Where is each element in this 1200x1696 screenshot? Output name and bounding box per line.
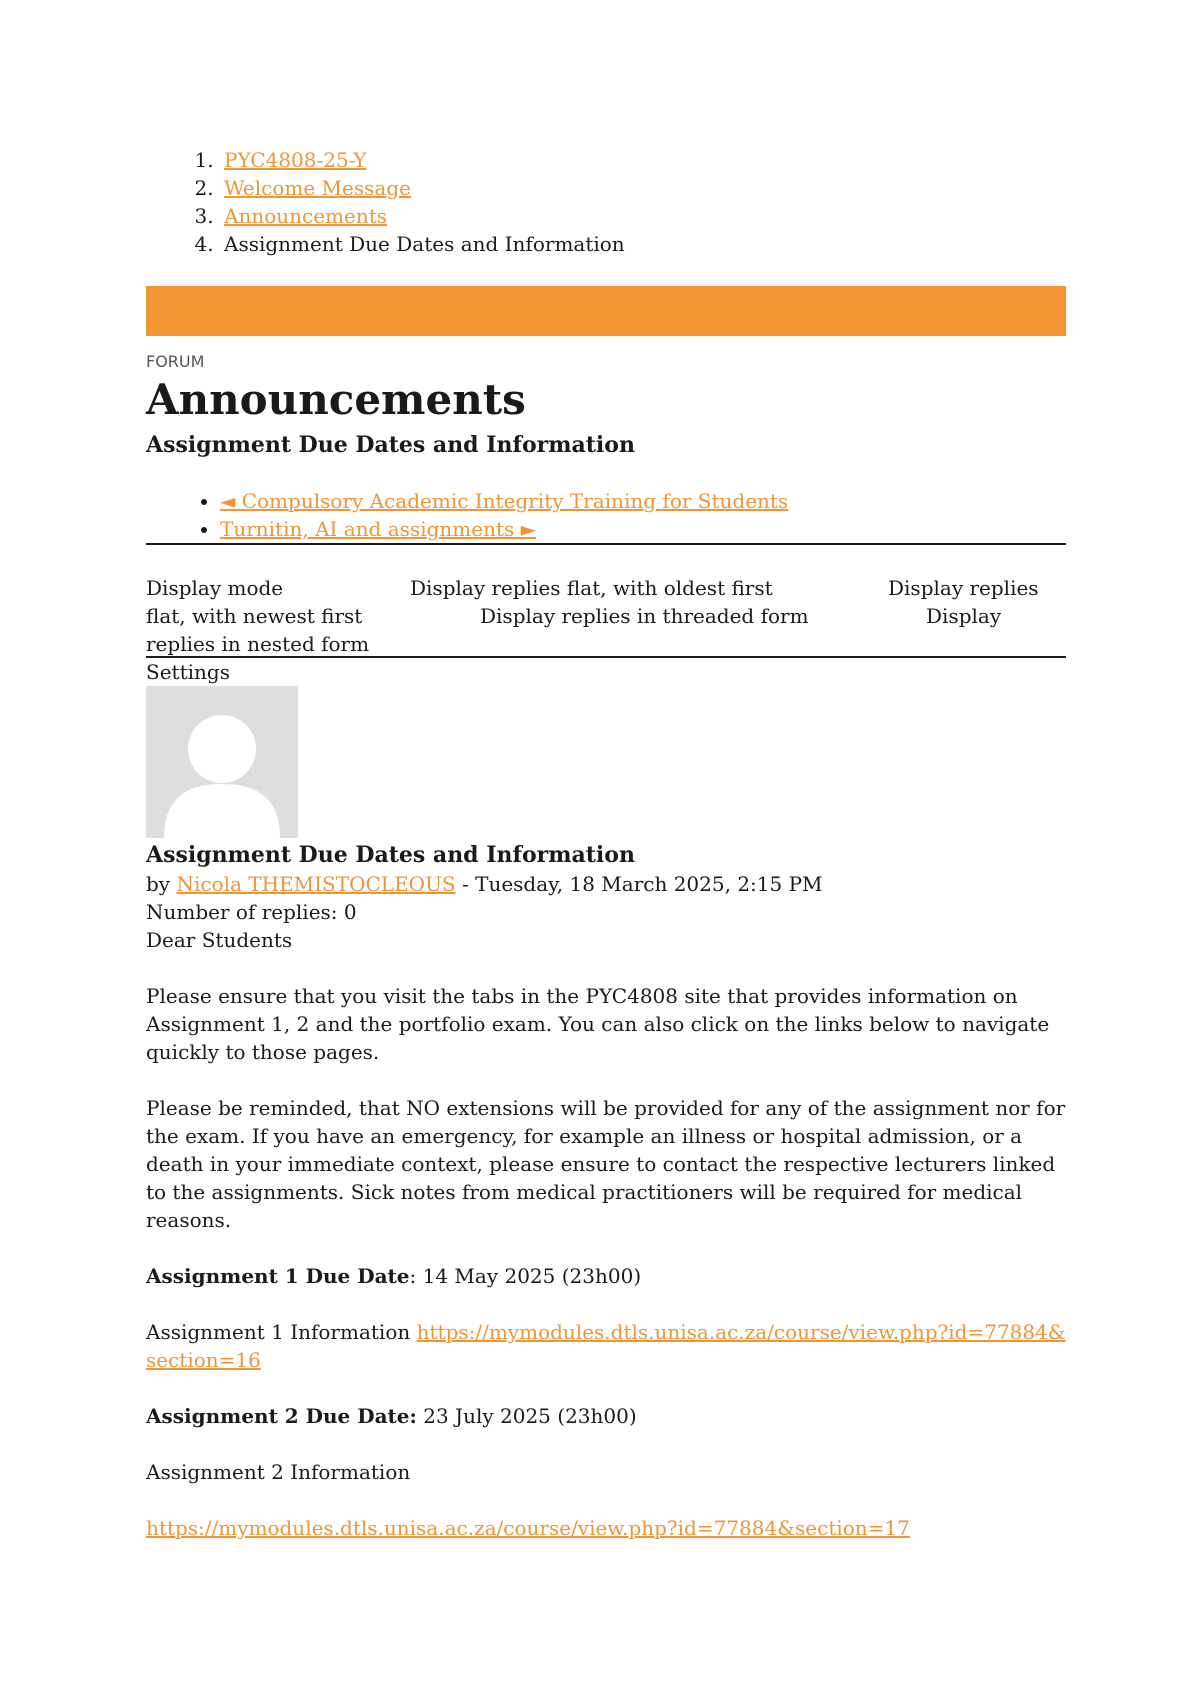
breadcrumb-item[interactable] [220,174,625,202]
post-byline [146,870,1066,898]
breadcrumb-current-label: Assignment Due Dates and Information [224,232,625,256]
breadcrumb-item[interactable] [220,202,625,230]
assignment2-due [146,1402,1066,1430]
display-mode-option-nested-cont[interactable]: replies in nested form [146,632,370,656]
assignment1-due-label: Assignment 1 Due Date [146,1264,410,1288]
post-greeting: Dear Students [146,928,293,952]
display-mode-option-newest[interactable]: Display replies [888,576,1039,600]
post-paragraph: Please be reminded, that NO extensions will be provided for any of the assignment nor for the exam. If you have an emergency, for example an illness or hospital admission, or a death in your immediate context, please ensure to contact the respective lecturers linked to the assignments. Sick notes from medical practitioners will be required for medical reasons. [146,1096,1066,1232]
assignment2-due-label: Assignment 2 Due Date: [146,1404,417,1428]
post-paragraph: Please ensure that you visit the tabs in the PYC4808 site that provides information on Assignment 1, 2 and the portfolio exam. You can also click on the links below to navigate quickly to those pages. [146,984,1050,1064]
assignment2-info-label: Assignment 2 Information [146,1460,411,1484]
assignment2-info-link[interactable]: https://mymodules.dtls.unisa.ac.za/course/view.php?id=77884&section=17 [146,1516,910,1540]
nav-prev-item[interactable] [220,487,788,515]
discussion-subtitle: Assignment Due Dates and Information [146,432,635,458]
avatar [146,686,298,838]
assignment1-info-link[interactable]: https://mymodules.dtls.unisa.ac.za/course/view.php?id=77884&section=16 [146,1320,1066,1372]
settings-menu[interactable]: Settings [146,660,230,684]
assignment1-due-value: : 14 May 2025 (23h00) [409,1264,642,1288]
breadcrumb-link-welcome[interactable]: Welcome Message [224,176,411,200]
display-mode-select[interactable] [146,574,1066,658]
breadcrumb-item[interactable] [220,146,625,174]
breadcrumb-link-course[interactable]: PYC4808-25-Y [224,148,367,172]
page-title: Announcements [146,375,526,424]
assignment2-info [146,1514,1066,1542]
divider [146,543,1066,545]
nav-next-item[interactable] [220,515,788,543]
assignment1-info [146,1318,1066,1374]
user-placeholder-icon [146,686,298,838]
divider [146,656,1066,658]
post-date: - Tuesday, 18 March 2025, 2:15 PM [455,872,823,896]
breadcrumb-link-announcements[interactable]: Announcements [224,204,388,228]
post-title: Assignment Due Dates and Information [146,842,635,868]
assignment1-info-label: Assignment 1 Information [146,1320,417,1344]
assignment1-due [146,1262,1066,1290]
post-reply-count: Number of replies: 0 [146,900,357,924]
display-mode-label: Display mode [146,576,284,600]
assignment2-due-value: 23 July 2025 (23h00) [416,1404,637,1428]
post-author-link[interactable]: Nicola THEMISTOCLEOUS [176,872,456,896]
display-mode-option-nested[interactable]: Display [926,604,1002,628]
display-mode-option-threaded[interactable]: Display replies in threaded form [480,604,809,628]
forum-post [146,840,1066,1542]
display-mode-option-newest-cont[interactable]: flat, with newest first [146,604,363,628]
breadcrumb-item-current [220,230,625,258]
breadcrumb [146,146,625,258]
forum-label: FORUM [146,352,205,371]
header-banner [146,286,1066,336]
prev-discussion-link[interactable]: ◄ Compulsory Academic Integrity Training for Students [220,489,789,513]
display-mode-option-oldest[interactable]: Display replies flat, with oldest first [410,576,773,600]
next-discussion-link[interactable]: Turnitin, AI and assignments ► [220,517,537,541]
post-by-label: by [146,872,171,896]
discussion-navigation [146,487,788,543]
